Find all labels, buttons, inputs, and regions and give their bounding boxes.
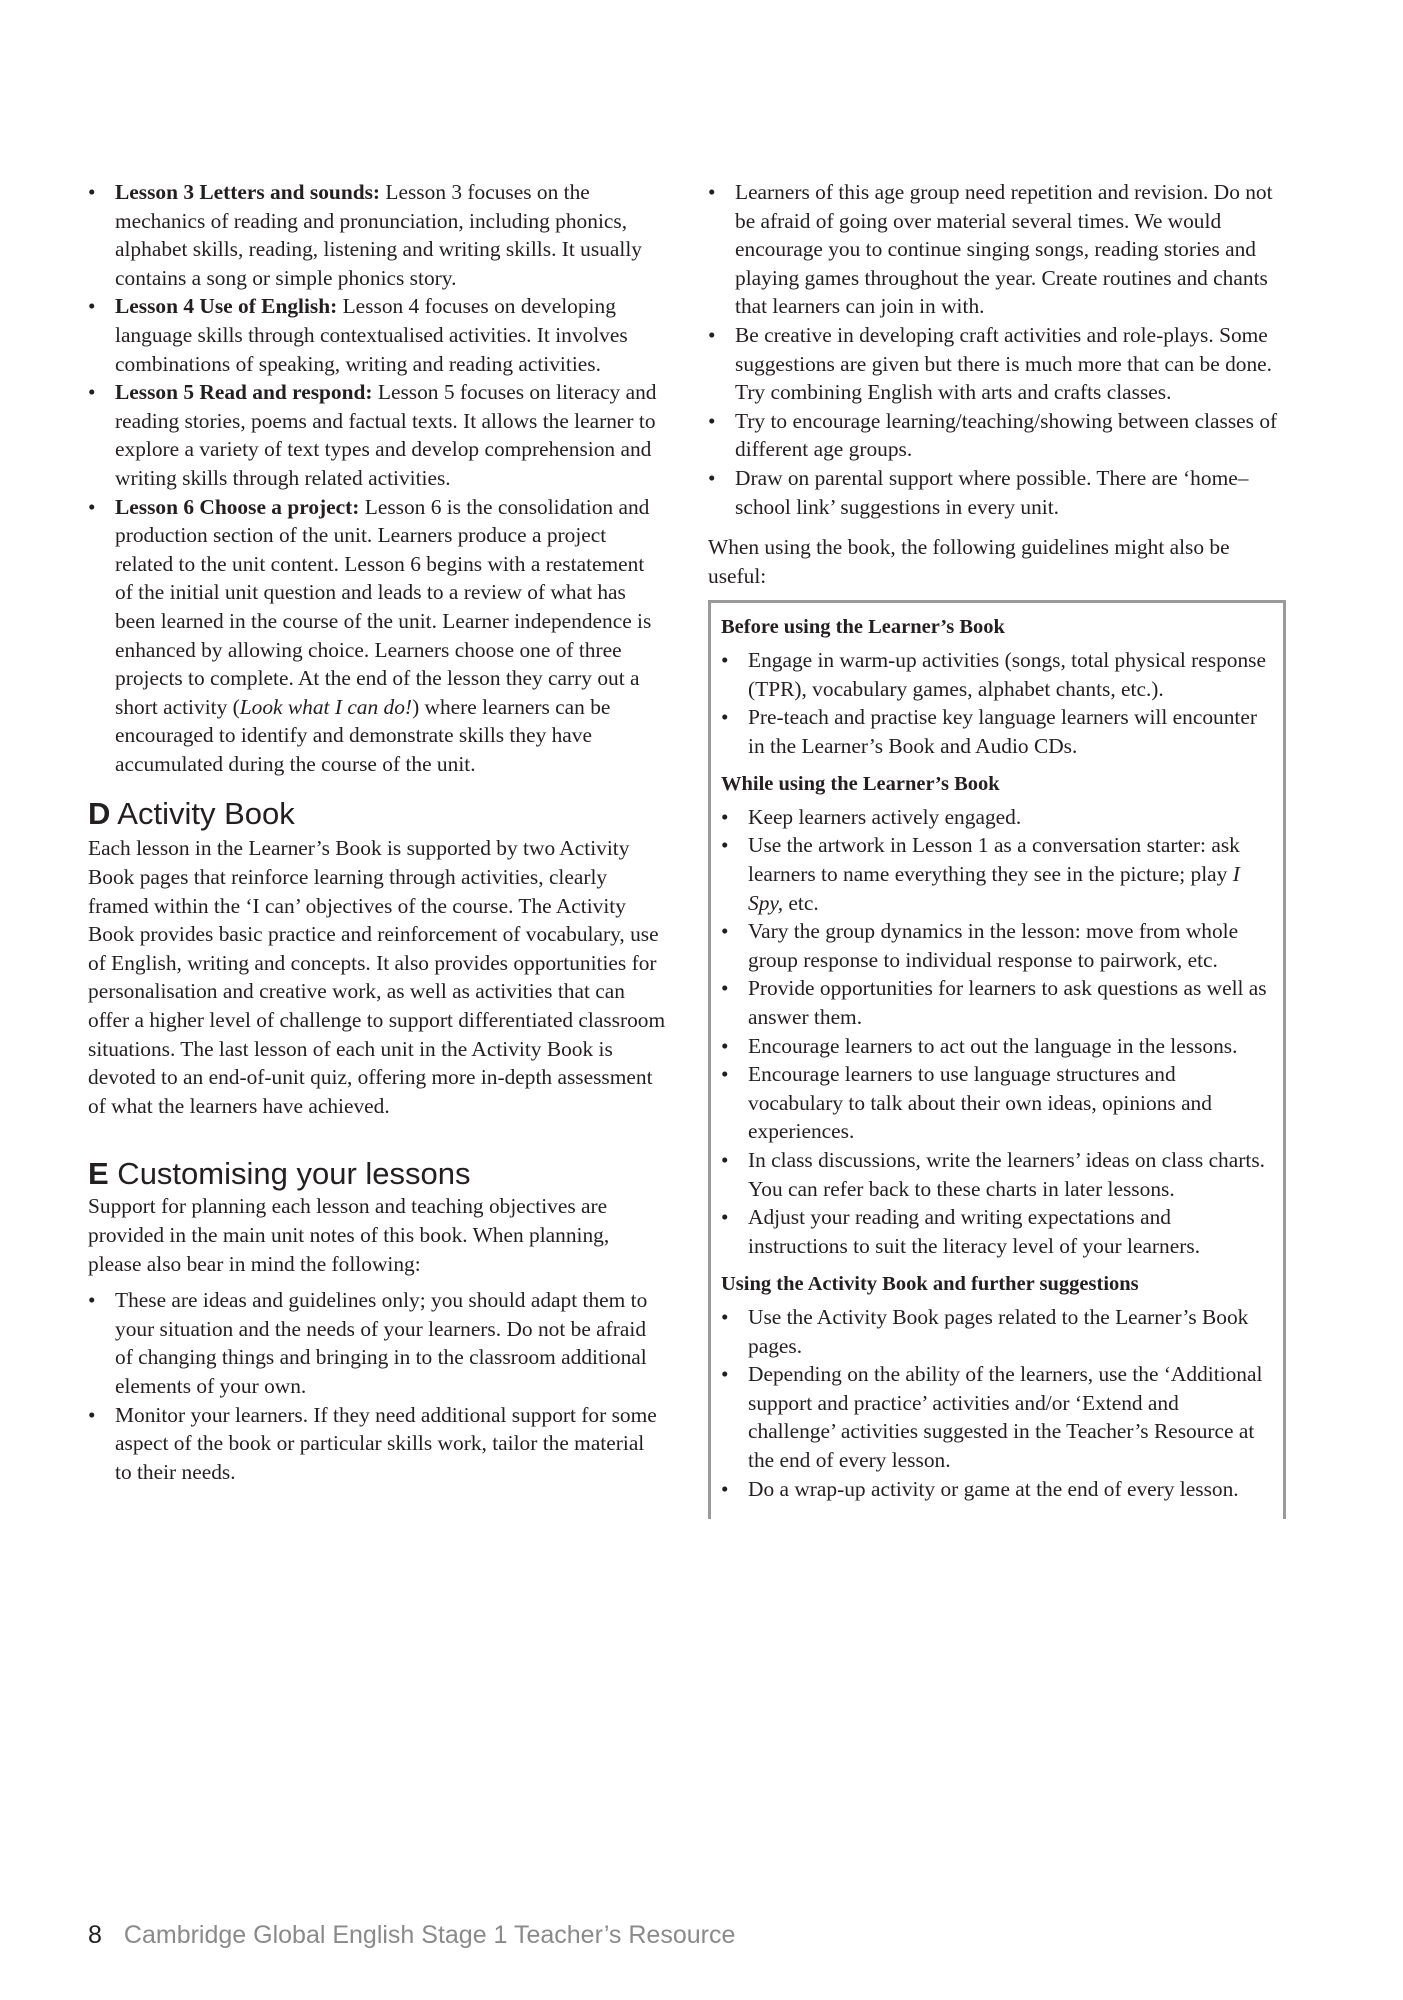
list-item: • These are ideas and guidelines only; you should adapt them to your situation and the needs of your learners. Do not be afraid of changing things and bringing in to the classroom additional elements of your own. bbox=[88, 1286, 666, 1400]
page-footer bbox=[88, 1920, 735, 1950]
list-item: • Try to encourage learning/teaching/showing between classes of different age groups. bbox=[708, 407, 1286, 464]
right-column bbox=[708, 178, 1286, 1519]
customising-list bbox=[88, 1286, 666, 1486]
box-heading-before: Before using the Learner’s Book bbox=[721, 616, 1005, 639]
left-column bbox=[88, 178, 666, 1486]
list-item: • Do a wrap-up activity or game at the end of every lesson. bbox=[721, 1475, 1269, 1504]
list-item: • Lesson 3 Letters and sounds: Lesson 3 focuses on the mechanics of reading and pronunciation, including phonics, alphabet skills, reading, listening and writing skills. It usually contains a song or simple phonics story. bbox=[88, 178, 666, 292]
list-item: • Learners of this age group need repetition and revision. Do not be afraid of going over material several times. We would encourage you to continue singing songs, reading stories and playing games throughout the year. Create routines and chants that learners can join in with. bbox=[708, 178, 1286, 321]
section-heading-customising: E Customising your lessons bbox=[88, 1156, 471, 1192]
list-item: • Lesson 4 Use of English: Lesson 4 focuses on developing language skills through contextualised activities. It involves combinations of speaking, writing and reading activities. bbox=[88, 292, 666, 378]
list-item: • In class discussions, write the learners’ ideas on class charts. You can refer back to these charts in later lessons. bbox=[721, 1146, 1269, 1203]
box-heading-while: While using the Learner’s Book bbox=[721, 773, 1000, 796]
activity-book-paragraph: Each lesson in the Learner’s Book is supported by two Activity Book pages that reinforce learning through activities, clearly framed within the ‘I can’ objectives of the course. The Activity Book provides basic practice and reinforcement of vocabulary, use of English, writing and concepts. It also provides opportunities for personalisation and creative work, as well as activities that can offer a higher level of challenge to support differentiated classroom situations. The last lesson of each unit in the Activity Book is devoted to an end-of-unit quiz, offering more in-depth assessment of what the learners have achieved. bbox=[88, 836, 666, 1118]
book-title: Cambridge Global English Stage 1 Teacher’s Resource bbox=[123, 1921, 736, 1949]
list-item: • Vary the group dynamics in the lesson: move from whole group response to individual response to pairwork, etc. bbox=[721, 917, 1269, 974]
list-item: • Adjust your reading and writing expectations and instructions to suit the literacy level of your learners. bbox=[721, 1203, 1269, 1260]
lesson-list bbox=[88, 178, 666, 778]
customising-intro: Support for planning each lesson and teaching objectives are provided in the main unit notes of this book. When planning, please also bear in mind the following: bbox=[88, 1194, 610, 1276]
tips-list bbox=[708, 178, 1286, 521]
list-item: • Lesson 6 Choose a project: Lesson 6 is the consolidation and production section of the unit. Learners produce a project related to the unit content. Lesson 6 begins with a restatement of the initial unit question and leads to a review of what has been learned in the course of the unit. Learner independence is enhanced by allowing choice. Learners choose one of three projects to complete. At the end of the lesson they carry out a short activity (Look what I can do!) where learners can be encouraged to identify and demonstrate skills they have accumulated during the course of the unit. bbox=[88, 493, 666, 779]
list-item: • Draw on parental support where possible. There are ‘home–school link’ suggestions in every unit. bbox=[708, 464, 1286, 521]
list-item: • Encourage learners to act out the language in the lessons. bbox=[721, 1032, 1269, 1061]
before-list bbox=[721, 646, 1269, 760]
further-list bbox=[721, 1303, 1269, 1503]
guidelines-intro: When using the book, the following guidelines might also be useful: bbox=[708, 535, 1230, 588]
list-item: • Pre-teach and practise key language learners will encounter in the Learner’s Book and Audio CDs. bbox=[721, 703, 1269, 760]
list-item: • Be creative in developing craft activities and role-plays. Some suggestions are given but there is much more that can be done. Try combining English with arts and crafts classes. bbox=[708, 321, 1286, 407]
list-item: • Keep learners actively engaged. bbox=[721, 803, 1269, 832]
list-item: • Use the artwork in Lesson 1 as a conversation starter: ask learners to name everything they see in the picture; play I Spy, etc. bbox=[721, 831, 1269, 917]
list-item: • Lesson 5 Read and respond: Lesson 5 focuses on literacy and reading stories, poems and factual texts. It allows the learner to explore a variety of text types and develop comprehension and writing skills through related activities. bbox=[88, 378, 666, 492]
list-item: • Monitor your learners. If they need additional support for some aspect of the book or particular skills work, tailor the material to their needs. bbox=[88, 1401, 666, 1487]
while-list bbox=[721, 803, 1269, 1261]
list-item: • Engage in warm-up activities (songs, total physical response (TPR), vocabulary games, alphabet chants, etc.). bbox=[721, 646, 1269, 703]
list-item: • Use the Activity Book pages related to the Learner’s Book pages. bbox=[721, 1303, 1269, 1360]
list-item: • Depending on the ability of the learners, use the ‘Additional support and practice’ activities and/or ‘Extend and challenge’ activities suggested in the Teacher’s Resource at the end of every lesson. bbox=[721, 1360, 1269, 1474]
list-item: • Provide opportunities for learners to ask questions as well as answer them. bbox=[721, 974, 1269, 1031]
page-number: 8 bbox=[88, 1921, 102, 1949]
box-heading-further: Using the Activity Book and further suggestions bbox=[721, 1273, 1139, 1296]
section-heading-activity-book: D Activity Book bbox=[88, 796, 295, 832]
guidelines-box bbox=[708, 600, 1286, 1519]
list-item: • Encourage learners to use language structures and vocabulary to talk about their own ideas, opinions and experiences. bbox=[721, 1060, 1269, 1146]
